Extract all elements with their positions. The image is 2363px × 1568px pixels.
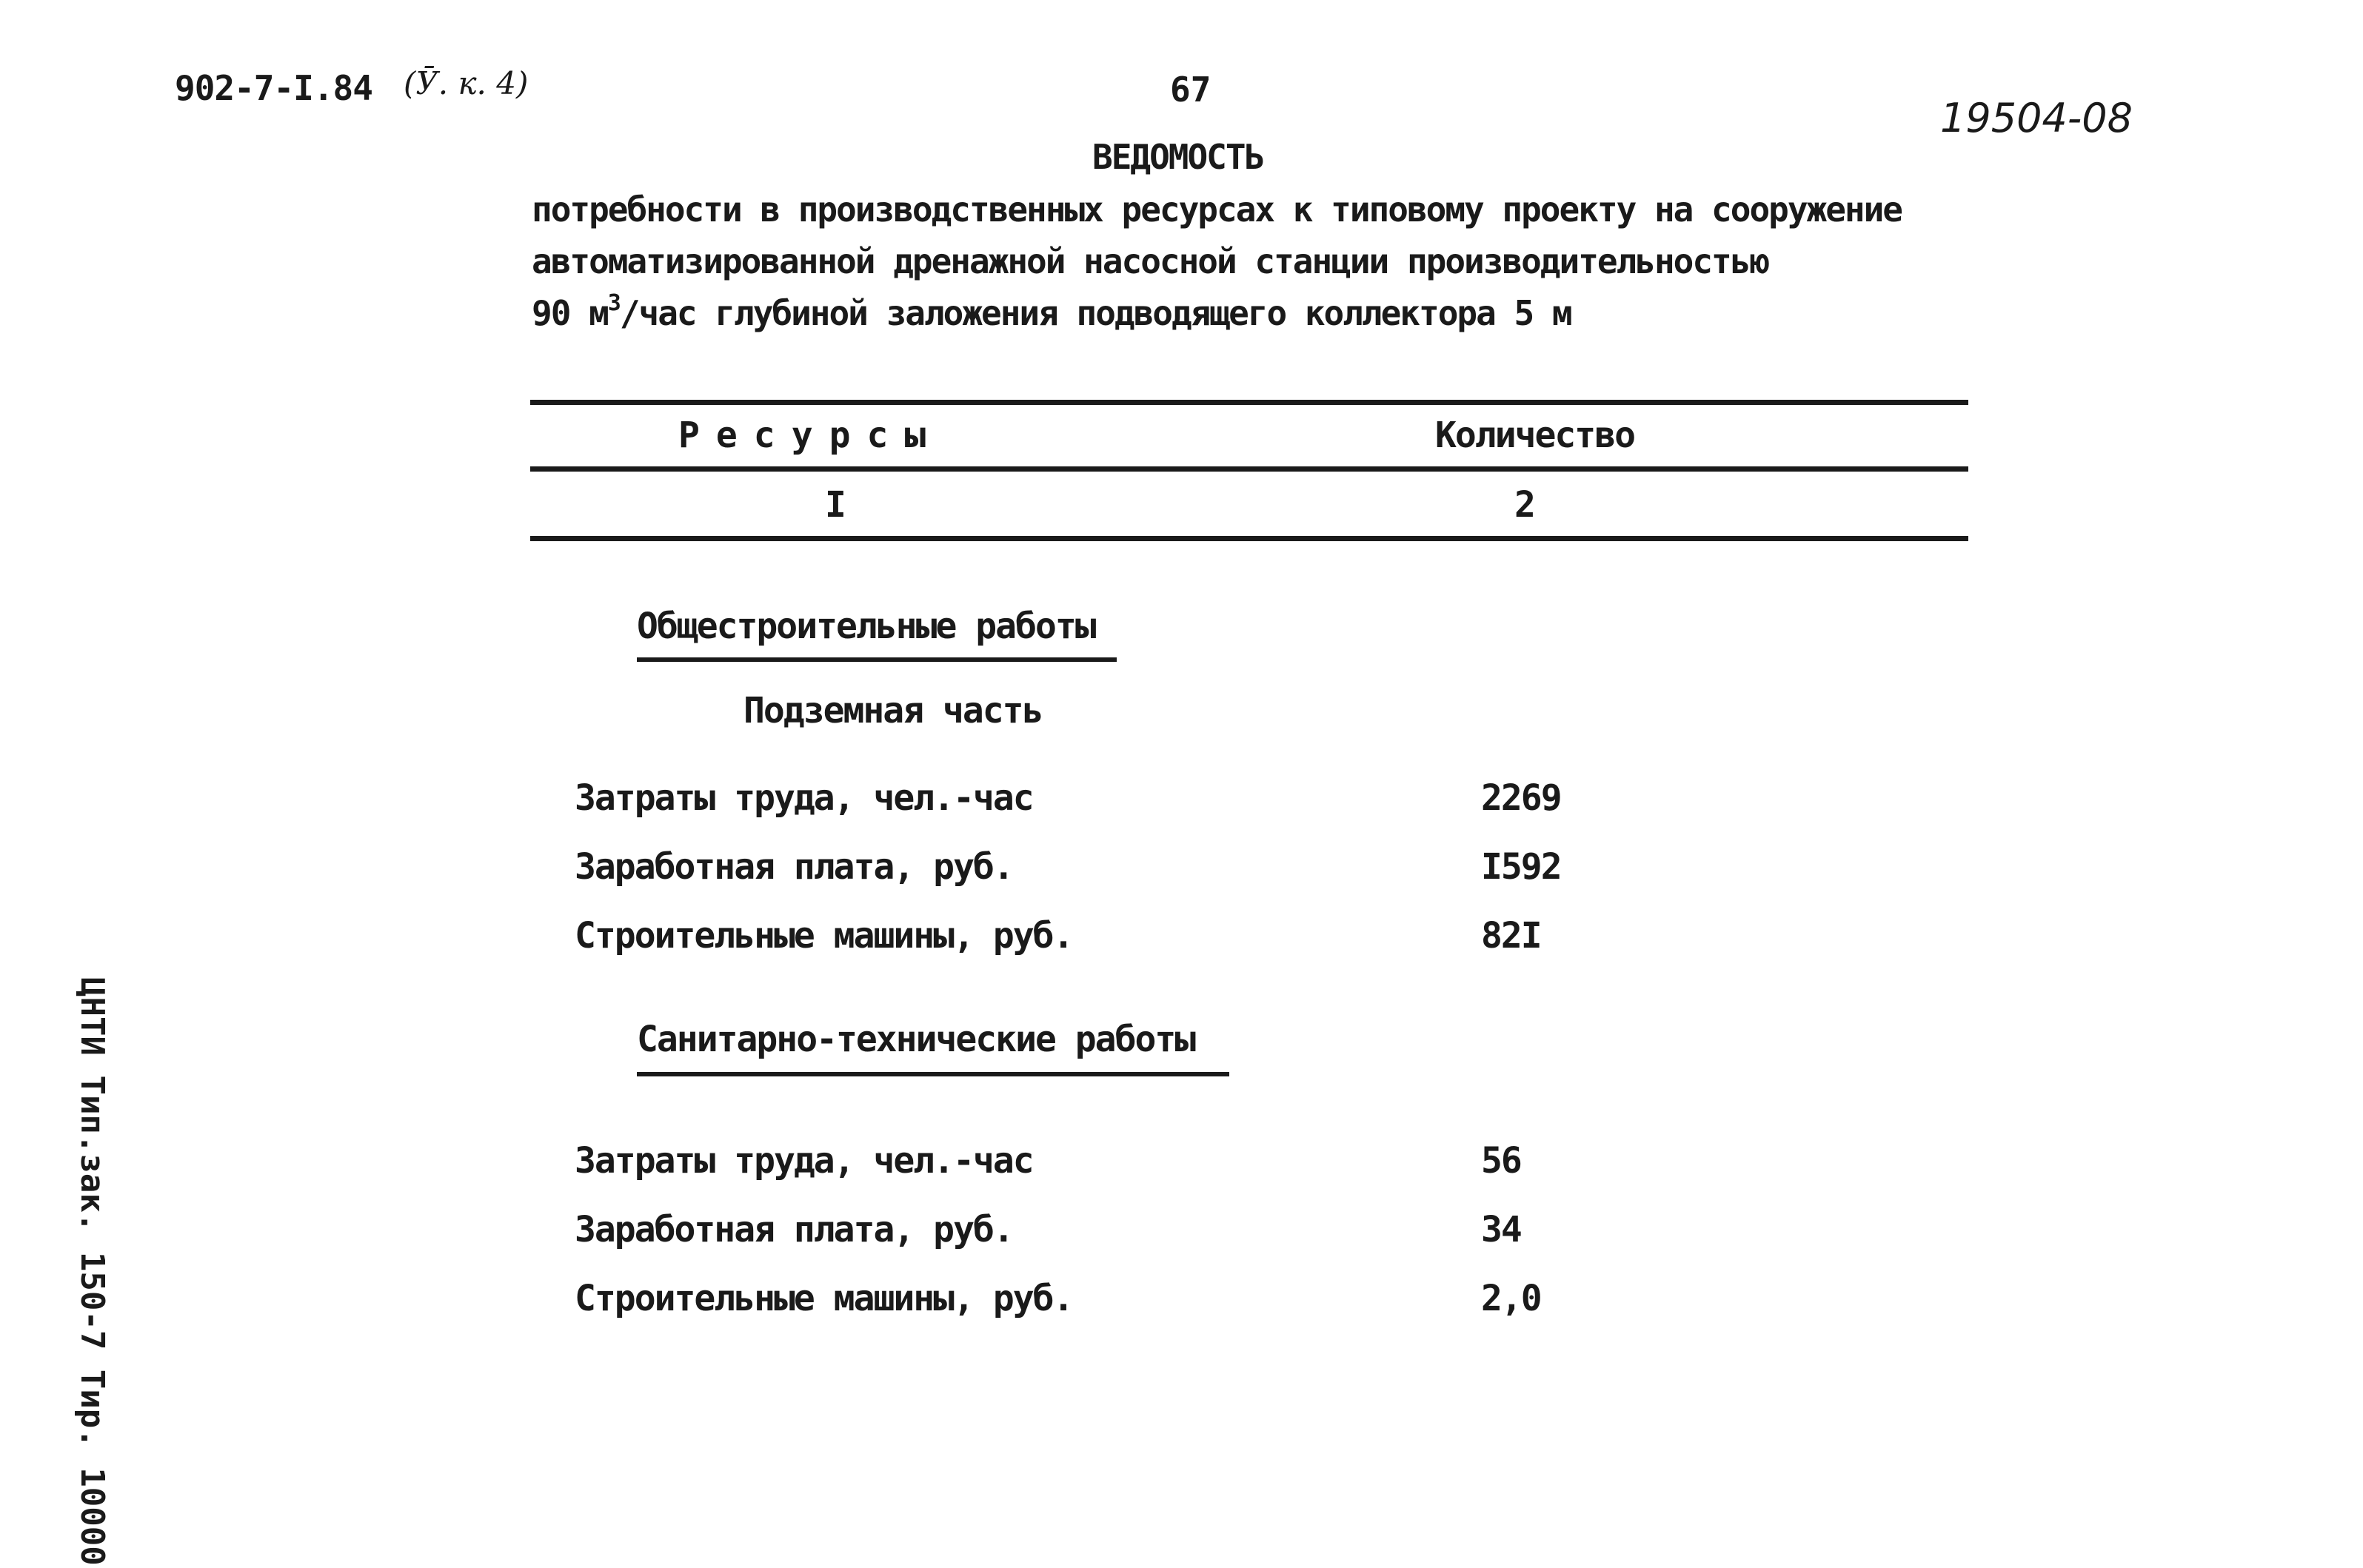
inventory-stamp: 19504-08 [1940, 95, 2133, 141]
column-header-quantity: Количество [1435, 415, 1634, 456]
column-number-2: 2 [1514, 484, 1536, 526]
title-line-1: потребности в производственных ресурсах к типовому проекту на сооружение [532, 190, 1902, 229]
printing-imprint: ЦНТИ Тип.зак. 150-7 Тир. 10000 [73, 977, 111, 1566]
title-line-3-prefix: 90 м [532, 293, 608, 333]
document-code: 902-7-I.84 [175, 68, 372, 108]
title-line-3-suffix: /час глубиной заложения подводящего коллектора 5 м [619, 293, 1571, 333]
table-row-label: Заработная плата, руб. [575, 846, 1013, 888]
table-row-label: Строительные машины, руб. [575, 915, 1073, 956]
table-row-label: Затраты труда, чел.-час [575, 777, 1033, 819]
section-title-underline [637, 1072, 1229, 1076]
page-number: 67 [1170, 70, 1211, 110]
table-row-value: 2269 [1481, 777, 1561, 819]
page-title: ВЕДОМОСТЬ [1092, 137, 1264, 177]
section-title-sanitary-works: Санитарно-технические работы [637, 1019, 1195, 1060]
table-row-label: Заработная плата, руб. [575, 1209, 1013, 1250]
title-line-3-superscript: 3 [607, 290, 620, 316]
title-line-2: автоматизированной дренажной насосной станции производительностью [532, 241, 1769, 281]
column-number-1: I [825, 484, 846, 526]
handwritten-note: (Ӯ. к. 4) [404, 65, 529, 101]
table-row-label: Строительные машины, руб. [575, 1278, 1073, 1319]
section-subtitle-underground: Подземная часть [743, 690, 1043, 731]
title-line-3 [532, 290, 1571, 333]
column-header-resources: Ресурсы [678, 415, 943, 456]
table-row-value: I592 [1481, 846, 1561, 888]
table-row-value: 34 [1481, 1209, 1521, 1250]
table-row-label: Затраты труда, чел.-час [575, 1140, 1033, 1182]
section-title-general-construction: Общестроительные работы [637, 606, 1095, 647]
table-row-value: 56 [1481, 1140, 1521, 1182]
table-row-value: 82I [1481, 915, 1541, 956]
table-row-value: 2,0 [1481, 1278, 1541, 1319]
section-title-underline [637, 657, 1117, 662]
table-top-rule [530, 400, 1968, 405]
table-number-rule [530, 536, 1968, 541]
table-header-rule [530, 466, 1968, 472]
